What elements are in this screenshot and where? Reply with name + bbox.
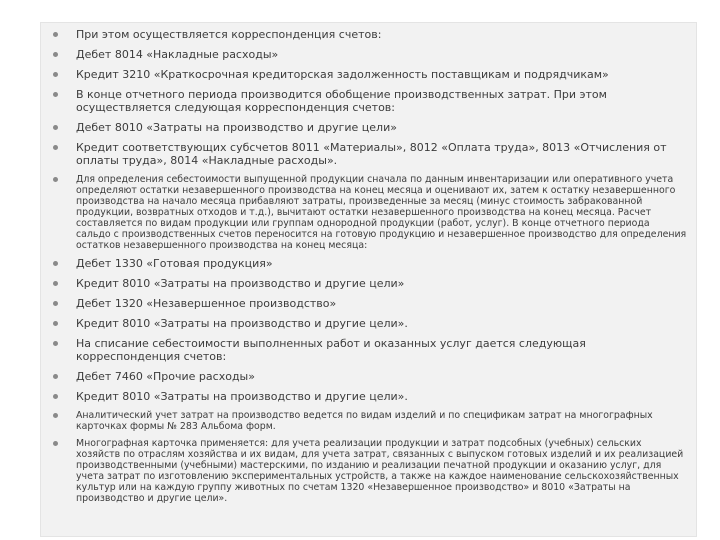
list-item	[40, 370, 695, 383]
list-item	[40, 410, 695, 432]
bullet-icon	[53, 145, 58, 150]
list-item-text: На списание себестоимости выполненных работ и оказанных услуг дается следующая корреспонденция счетов:	[76, 337, 586, 363]
list-item-text: Дебет 1330 «Готовая продукция»	[76, 257, 273, 270]
list-item-text: Кредит 3210 «Краткосрочная кредиторская задолженность поставщикам и подрядчикам»	[76, 68, 609, 81]
list-item	[40, 390, 695, 403]
bullet-icon	[53, 72, 58, 77]
list-item-text: Дебет 8014 «Накладные расходы»	[76, 48, 279, 61]
bullet-icon	[53, 125, 58, 130]
bullet-icon	[53, 281, 58, 286]
bullet-icon	[53, 177, 58, 182]
bullet-icon	[53, 341, 58, 346]
bullet-icon	[53, 301, 58, 306]
list-item	[40, 317, 695, 330]
list-item	[40, 88, 695, 114]
list-item-text: Кредит 8010 «Затраты на производство и другие цели»	[76, 277, 405, 290]
list-item	[40, 28, 695, 41]
bullet-icon	[53, 441, 58, 446]
bullet-icon	[53, 32, 58, 37]
list-item	[40, 257, 695, 270]
list-item-text: Для определения себестоимости выпущенной продукции сначала по данным инвентаризации или оперативного учета определяют остатки незавершенного производства на конец месяца и оценивают их, затем к остатку незавершенного производства на начало месяца прибавляют затраты, произведенные за месяц (минус стоимость забракованной продукции, возвратных отходов и т.д.), вычитают остатки незавершенного производства на конец месяца. Расчет составляется по видам продукции или группам однородной продукции (работ, услуг). В конце отчетного периода сальдо с производственных счетов переносится на готовую продукцию и незавершенное производство для определения остатков незавершенного производства на конец месяца:	[76, 174, 687, 251]
bullet-icon	[53, 52, 58, 57]
list-item-text: Дебет 7460 «Прочие расходы»	[76, 370, 255, 383]
bullet-icon	[53, 374, 58, 379]
list-item-text: Аналитический учет затрат на производство ведется по видам изделий и по спецификам затрат на многографных карточках формы № 283 Альбома форм.	[76, 410, 653, 432]
bullet-icon	[53, 261, 58, 266]
list-item-text: Кредит соответствующих субсчетов 8011 «Материалы», 8012 «Оплата труда», 8013 «Отчисления от оплаты труда», 8014 «Накладные расходы».	[76, 141, 667, 167]
bullet-icon	[53, 394, 58, 399]
list-item-text: Многографная карточка применяется: для учета реализации продукции и затрат подсобных (учебных) сельских хозяйств по отраслям хозяйства и их видам, для учета затрат, связанных с выпуском готовых изделий и их реализацией производственными (учебными) мастерскими, по изданию и реализации печатной продукции и оказанию услуг, для учета затрат по изготовлению экспериментальных устройств, а также на каждое наименование сельскохозяйственных культур или на каждую группу животных по счетам 1320 «Незавершенное производство» и 8010 «Затраты на производство и другие цели».	[76, 438, 684, 504]
list-item	[40, 438, 695, 504]
list-item	[40, 48, 695, 61]
list-item-text: Кредит 8010 «Затраты на производство и другие цели».	[76, 317, 408, 330]
list-item	[40, 174, 695, 251]
bullet-icon	[53, 92, 58, 97]
list-item-text: При этом осуществляется корреспонденция счетов:	[76, 28, 382, 41]
list-item	[40, 121, 695, 134]
list-item-text: Кредит 8010 «Затраты на производство и другие цели».	[76, 390, 408, 403]
list-item	[40, 297, 695, 310]
list-item-text: В конце отчетного периода производится обобщение производственных затрат. При этом осуществляется следующая корреспонденция счетов:	[76, 88, 607, 114]
bullet-list	[40, 28, 695, 510]
bullet-icon	[53, 413, 58, 418]
list-item	[40, 68, 695, 81]
list-item	[40, 277, 695, 290]
list-item-text: Дебет 1320 «Незавершенное производство»	[76, 297, 337, 310]
list-item	[40, 141, 695, 167]
bullet-icon	[53, 321, 58, 326]
list-item	[40, 337, 695, 363]
list-item-text: Дебет 8010 «Затраты на производство и другие цели»	[76, 121, 397, 134]
